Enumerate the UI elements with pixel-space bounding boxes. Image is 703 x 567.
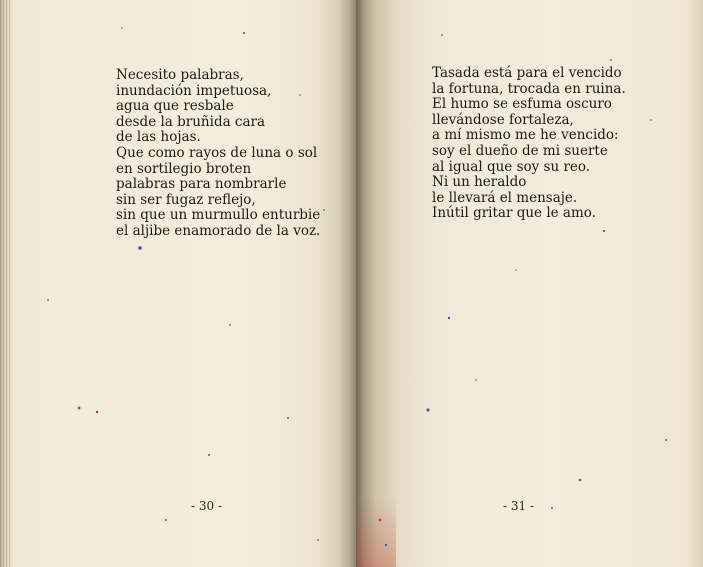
poem-line: llevándose fortaleza, [432, 111, 574, 128]
poem-line: la fortuna, trocada en ruina. [432, 80, 626, 97]
page-number-right: - 31 - [503, 499, 535, 513]
poem-line: El humo se esfuma oscuro [432, 96, 612, 113]
poem-line: Necesito palabras, [116, 67, 244, 83]
right-page [356, 0, 703, 567]
poem-line: en sortilegio broten [116, 160, 252, 177]
poem-line: sin ser fugaz reflejo, [116, 191, 256, 208]
poem-line: le llevará el mensaje. [432, 189, 578, 206]
poem-line: de las hojas. [116, 129, 201, 146]
poem-line: Tasada está para el vencido [432, 65, 622, 81]
poem-right [432, 66, 626, 222]
page-number-left: - 30 - [191, 499, 223, 513]
poem-line: Que como rayos de luna o sol [116, 144, 318, 161]
poem-line: desde la bruñida cara [116, 113, 266, 130]
poem-line: Ni un heraldo [432, 174, 527, 191]
poem-line: a mí mismo me he vencido: [432, 127, 619, 144]
poem-line: al igual que soy su reo. [432, 158, 591, 175]
poem-line: inundación impetuosa, [116, 82, 272, 99]
poem-line: soy el dueño de mi suerte [432, 142, 608, 159]
poem-line: palabras para nombrarle [116, 176, 287, 193]
poem-left [116, 68, 320, 240]
poem-line: Inútil gritar que le amo. [432, 205, 596, 222]
poem-line: el aljibe enamorado de la voz. [116, 222, 321, 239]
poem-line: sin que un murmullo enturbie [116, 207, 321, 224]
poem-line: agua que resbale [116, 98, 234, 115]
